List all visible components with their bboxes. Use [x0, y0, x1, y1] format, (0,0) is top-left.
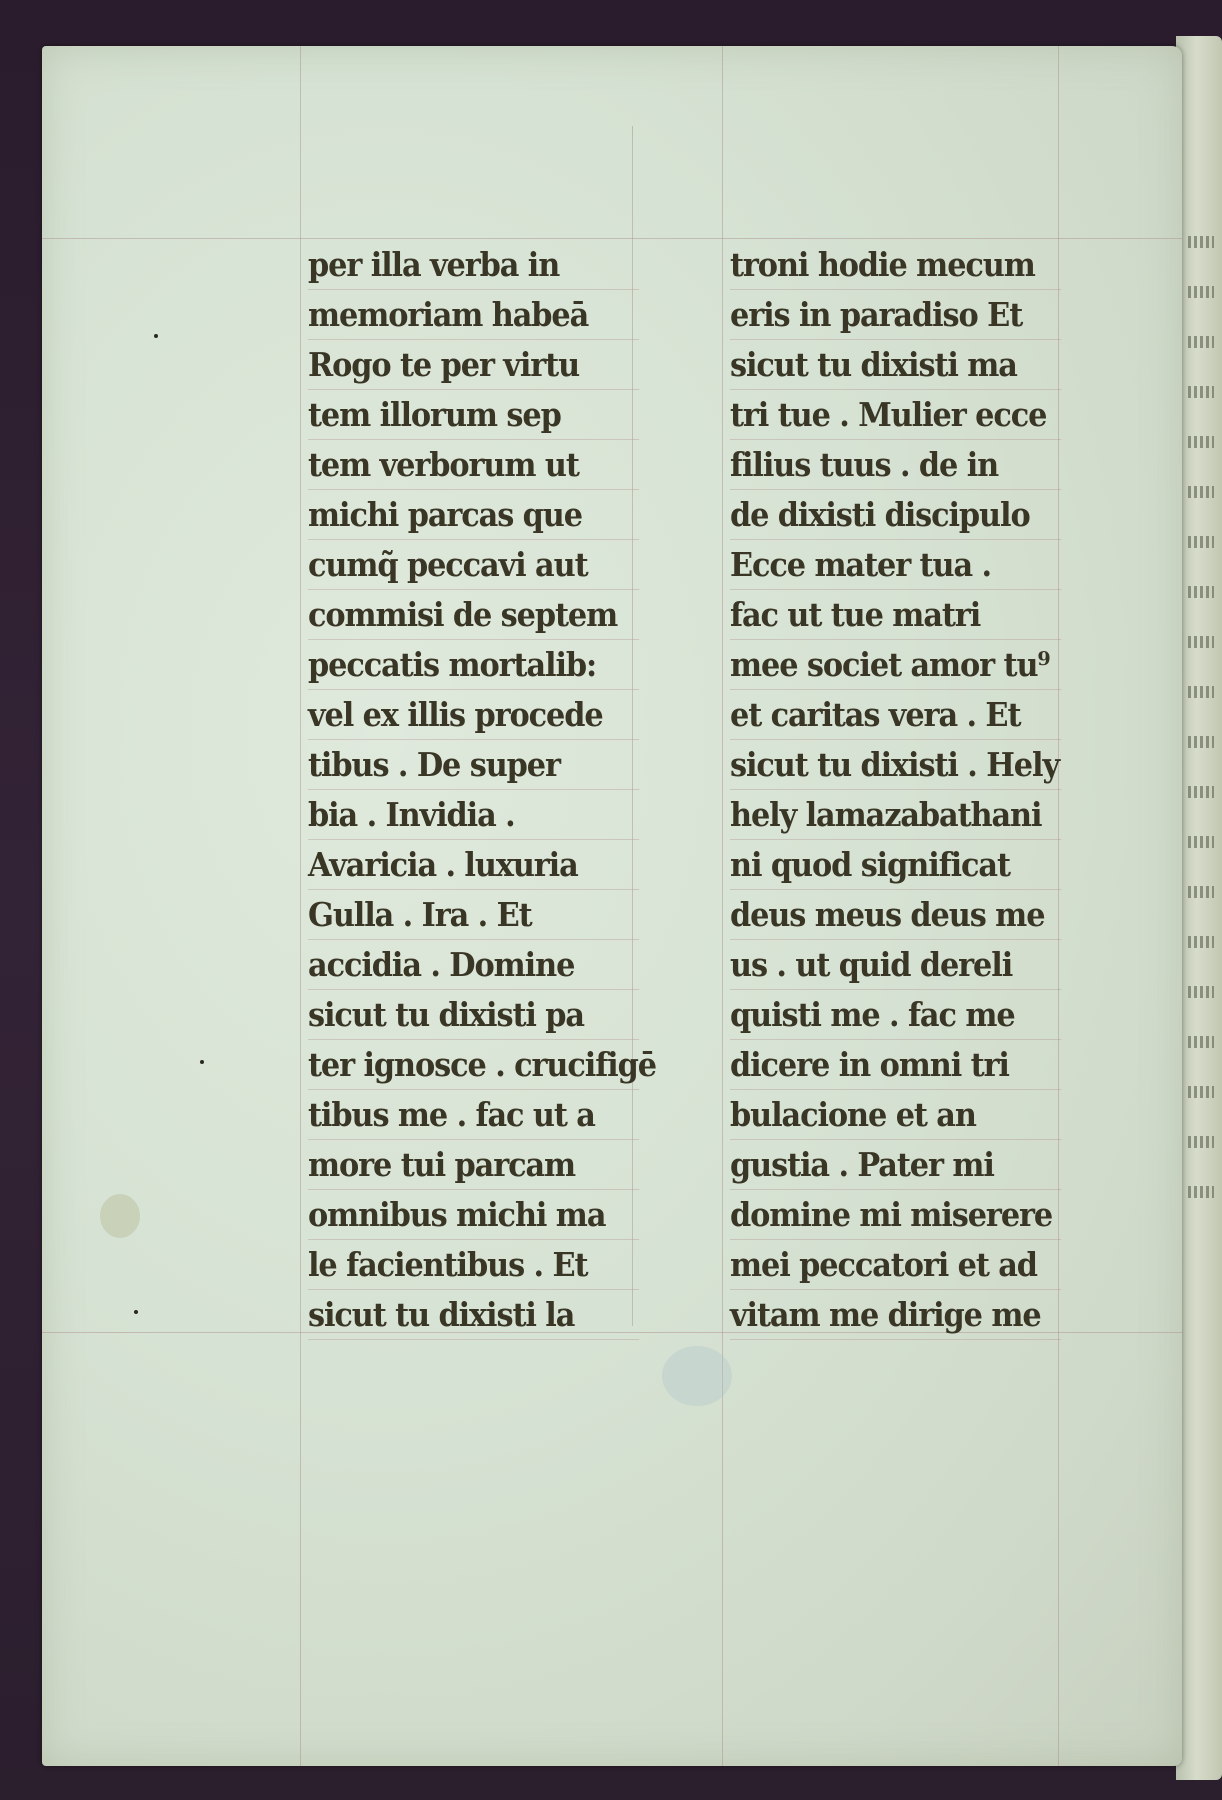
- text-line: michi parcas que: [308, 490, 639, 540]
- text-line: mei peccatori et ad: [730, 1240, 1061, 1290]
- edge-text-fragment: [1188, 986, 1214, 998]
- text-line: eris in paradiso Et: [730, 290, 1061, 340]
- text-column-right: [730, 240, 1090, 1340]
- text-line: deus meus deus me: [730, 890, 1061, 940]
- edge-text-fragment: [1188, 686, 1214, 698]
- text-line: more tui parcam: [308, 1140, 639, 1190]
- text-line: Avaricia . luxuria: [308, 840, 639, 890]
- prick-mark: [200, 1060, 204, 1064]
- text-line: us . ut quid dereli: [730, 940, 1061, 990]
- text-line: tem verborum ut: [308, 440, 639, 490]
- text-line: peccatis mortalib:: [308, 640, 639, 690]
- edge-text-fragment: [1188, 586, 1214, 598]
- text-line: dicere in omni tri: [730, 1040, 1061, 1090]
- text-line: quisti me . fac me: [730, 990, 1061, 1040]
- text-line: Rogo te per virtu: [308, 340, 639, 390]
- edge-text-fragment: [1188, 886, 1214, 898]
- text-line: gustia . Pater mi: [730, 1140, 1061, 1190]
- text-line: bia . Invidia .: [308, 790, 639, 840]
- text-line: Ecce mater tua .: [730, 540, 1061, 590]
- edge-text-fragment: [1188, 1136, 1214, 1148]
- text-line: fac ut tue matri: [730, 590, 1061, 640]
- text-line: domine mi miserere: [730, 1190, 1061, 1240]
- text-line: de dixisti discipulo: [730, 490, 1061, 540]
- edge-text-fragment: [1188, 1036, 1214, 1048]
- edge-text-fragment: [1188, 536, 1214, 548]
- text-line: hely lamazabathani: [730, 790, 1061, 840]
- edge-text-fragment: [1188, 436, 1214, 448]
- edge-text-fragment: [1188, 236, 1214, 248]
- text-line: ni quod significat: [730, 840, 1061, 890]
- text-line: accidia . Domine: [308, 940, 639, 990]
- text-line: tibus . De super: [308, 740, 639, 790]
- text-line: sicut tu dixisti . Hely: [730, 740, 1061, 790]
- prick-mark: [134, 1310, 138, 1314]
- next-page-edge: [1176, 36, 1222, 1780]
- text-line: sicut tu dixisti pa: [308, 990, 639, 1040]
- edge-text-fragment: [1188, 286, 1214, 298]
- parchment-stain: [100, 1194, 140, 1238]
- edge-text-fragment: [1188, 1086, 1214, 1098]
- edge-text-fragment: [1188, 936, 1214, 948]
- text-line: sicut tu dixisti la: [308, 1290, 639, 1340]
- text-line: le facientibus . Et: [308, 1240, 639, 1290]
- text-line: tri tue . Mulier ecce: [730, 390, 1061, 440]
- text-line: sicut tu dixisti ma: [730, 340, 1061, 390]
- text-line: cumq̃ peccavi aut: [308, 540, 639, 590]
- edge-text-fragment: [1188, 1186, 1214, 1198]
- text-line: vitam me dirige me: [730, 1290, 1061, 1340]
- edge-text-fragment: [1188, 336, 1214, 348]
- ruling-line: [300, 46, 301, 1766]
- text-line: et caritas vera . Et: [730, 690, 1061, 740]
- edge-text-fragment: [1188, 786, 1214, 798]
- text-line: mee societ amor tu⁹: [730, 640, 1061, 690]
- edge-text-fragment: [1188, 636, 1214, 648]
- ruling-line: [722, 46, 723, 1766]
- edge-text-fragment: [1188, 486, 1214, 498]
- text-line: troni hodie mecum: [730, 240, 1061, 290]
- text-line: bulacione et an: [730, 1090, 1061, 1140]
- text-line: vel ex illis procede: [308, 690, 639, 740]
- text-line: omnibus michi ma: [308, 1190, 639, 1240]
- text-line: ter ignosce . crucifigē: [308, 1040, 639, 1090]
- text-line: memoriam habeā: [308, 290, 639, 340]
- ruling-line: [42, 238, 1182, 239]
- text-line: commisi de septem: [308, 590, 639, 640]
- edge-text-fragment: [1188, 836, 1214, 848]
- prick-mark: [154, 334, 158, 338]
- edge-text-fragment: [1188, 386, 1214, 398]
- edge-text-fragment: [1188, 736, 1214, 748]
- text-line: per illa verba in: [308, 240, 639, 290]
- text-line: Gulla . Ira . Et: [308, 890, 639, 940]
- parchment-stain: [662, 1346, 732, 1406]
- text-line: filius tuus . de in: [730, 440, 1061, 490]
- text-line: tem illorum sep: [308, 390, 639, 440]
- text-line: tibus me . fac ut a: [308, 1090, 639, 1140]
- text-column-left: [308, 240, 668, 1340]
